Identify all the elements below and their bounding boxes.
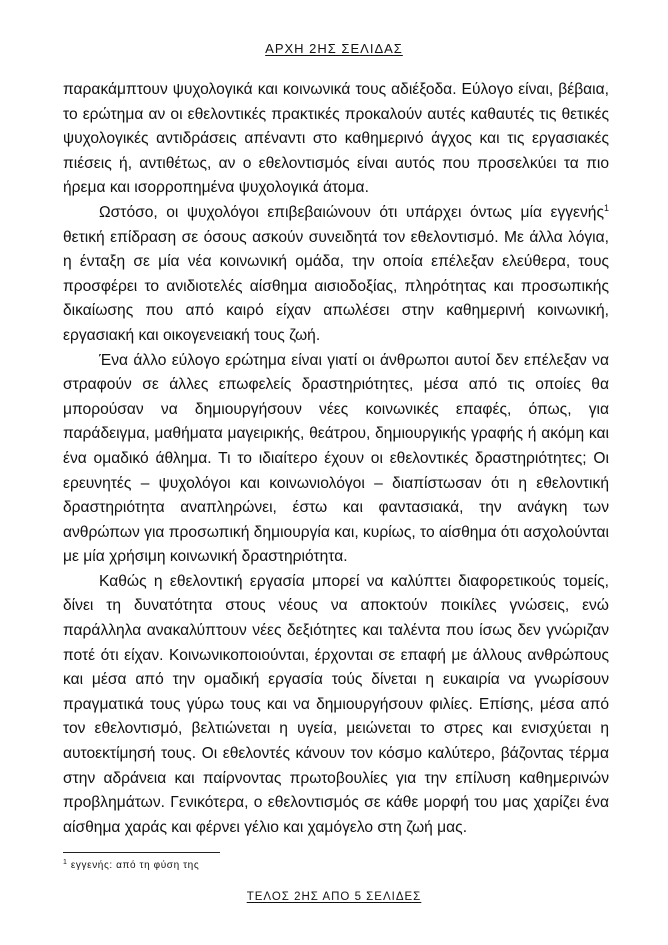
footnote-reference: 1: [603, 202, 609, 213]
paragraph-2-text-start: Ωστόσο, οι ψυχολόγοι επιβεβαιώνουν ότι υπάρχει όντως μία εγγενής: [99, 203, 604, 221]
paragraph-2-text-end: θετική επίδραση σε όσους ασκούν συνειδητά τον εθελοντισμό. Με άλλα λόγια, η ένταξη σε μία νέα κοινωνική ομάδα, την οποία επέλεξαν ελεύθερα, τους προσφέρει το ανιδιοτελές αίσθημα αισιοδοξίας, πληρότητας και προσωπικής δικαίωσης που από καιρό είχαν απωλέσει στην καθημερινή κοινωνική, εργασιακή και οικογενειακή τους ζωή.: [63, 228, 609, 344]
page-header: ΑΡΧΗ 2ΗΣ ΣΕΛΙΔΑΣ: [265, 41, 403, 56]
body-text: [63, 78, 609, 840]
footnote-number: 1: [63, 859, 68, 866]
paragraph-3: Ένα άλλο εύλογο ερώτημα είναι γιατί οι άνθρωποι αυτοί δεν επέλεξαν να στραφούν σε άλλες επωφελείς δραστηριότητες, μέσα από τις οποίες θα μπορούσαν να δημιουργήσουν νέες κοινωνικές επαφές, όπως, για παράδειγμα, μαθήματα μαγειρικής, θεάτρου, δημιουργικής γραφής ή ακόμη και ένα ομαδικό άθλημα. Τι το ιδιαίτερο έχουν οι εθελοντικές δραστηριότητες; Οι ερευνητές – ψυχολόγοι και κοινωνιολόγοι – διαπίστωσαν ότι η εθελοντική δραστηριότητα αναπληρώνει, έστω και φαντασιακά, την ανάγκη των ανθρώπων για προσωπική δημιουργία και, κυρίως, το αίσθημα ότι ασχολούνται με μία χρήσιμη κοινωνική δραστηριότητα.: [63, 351, 609, 566]
page-footer: ΤΕΛΟΣ 2ΗΣ ΑΠΟ 5 ΣΕΛΙΔΕΣ: [246, 891, 422, 903]
footnote-text: εγγενής: από τη φύση της: [67, 860, 200, 871]
paragraph-4: Καθώς η εθελοντική εργασία μπορεί να καλύπτει διαφορετικούς τομείς, δίνει τη δυνατότητα στους νέους να αποκτούν ποικίλες γνώσεις, ενώ παράλληλα ανακαλύπτουν νέες δεξιότητες και ταλέντα που ίσως δεν γνώριζαν ποτέ ότι είχαν. Κοινωνικοποιούνται, έρχονται σε επαφή με άλλους ανθρώπους και μέσα από την ομαδική εργασία τούς δίνεται η ευκαιρία να γνωρίσουν πραγματικά τους γύρω τους και να δημιουργήσουν φιλίες. Επίσης, μέσα από τον εθελοντισμό, βελτιώνεται η υγεία, μειώνεται το στρες και ενισχύεται η αυτοεκτίμησή τους. Οι εθελοντές κάνουν τον κόσμο καλύτερο, βάζοντας τέρμα στην αδράνεια και παίρνοντας πρωτοβουλίες για την επίλυση καθημερινών προβλημάτων. Γενικότερα, ο εθελοντισμός σε κάθε μορφή του μας χαρίζει ένα αίσθημα χαράς και φέρνει γέλιο και χαμόγελο στη ζωή μας.: [63, 572, 609, 836]
footnote-separator: [63, 852, 220, 853]
paragraph-2: [63, 201, 609, 349]
footnote: [63, 860, 199, 871]
paragraph-1: παρακάμπτουν ψυχολογικά και κοινωνικά τους αδιέξοδα. Εύλογο είναι, βέβαια, το ερώτημα αν οι εθελοντικές πρακτικές προκαλούν αυτές καθαυτές τις θετικές ψυχολογικές αντιδράσεις απέναντι στο καθημερινό άγχος και τις εργασιακές πιέσεις ή, αντιθέτως, αν ο εθελοντισμός είναι αυτός που προσελκύει τα πιο ήρεμα και ισορροπημένα ψυχολογικά άτομα.: [63, 81, 609, 197]
